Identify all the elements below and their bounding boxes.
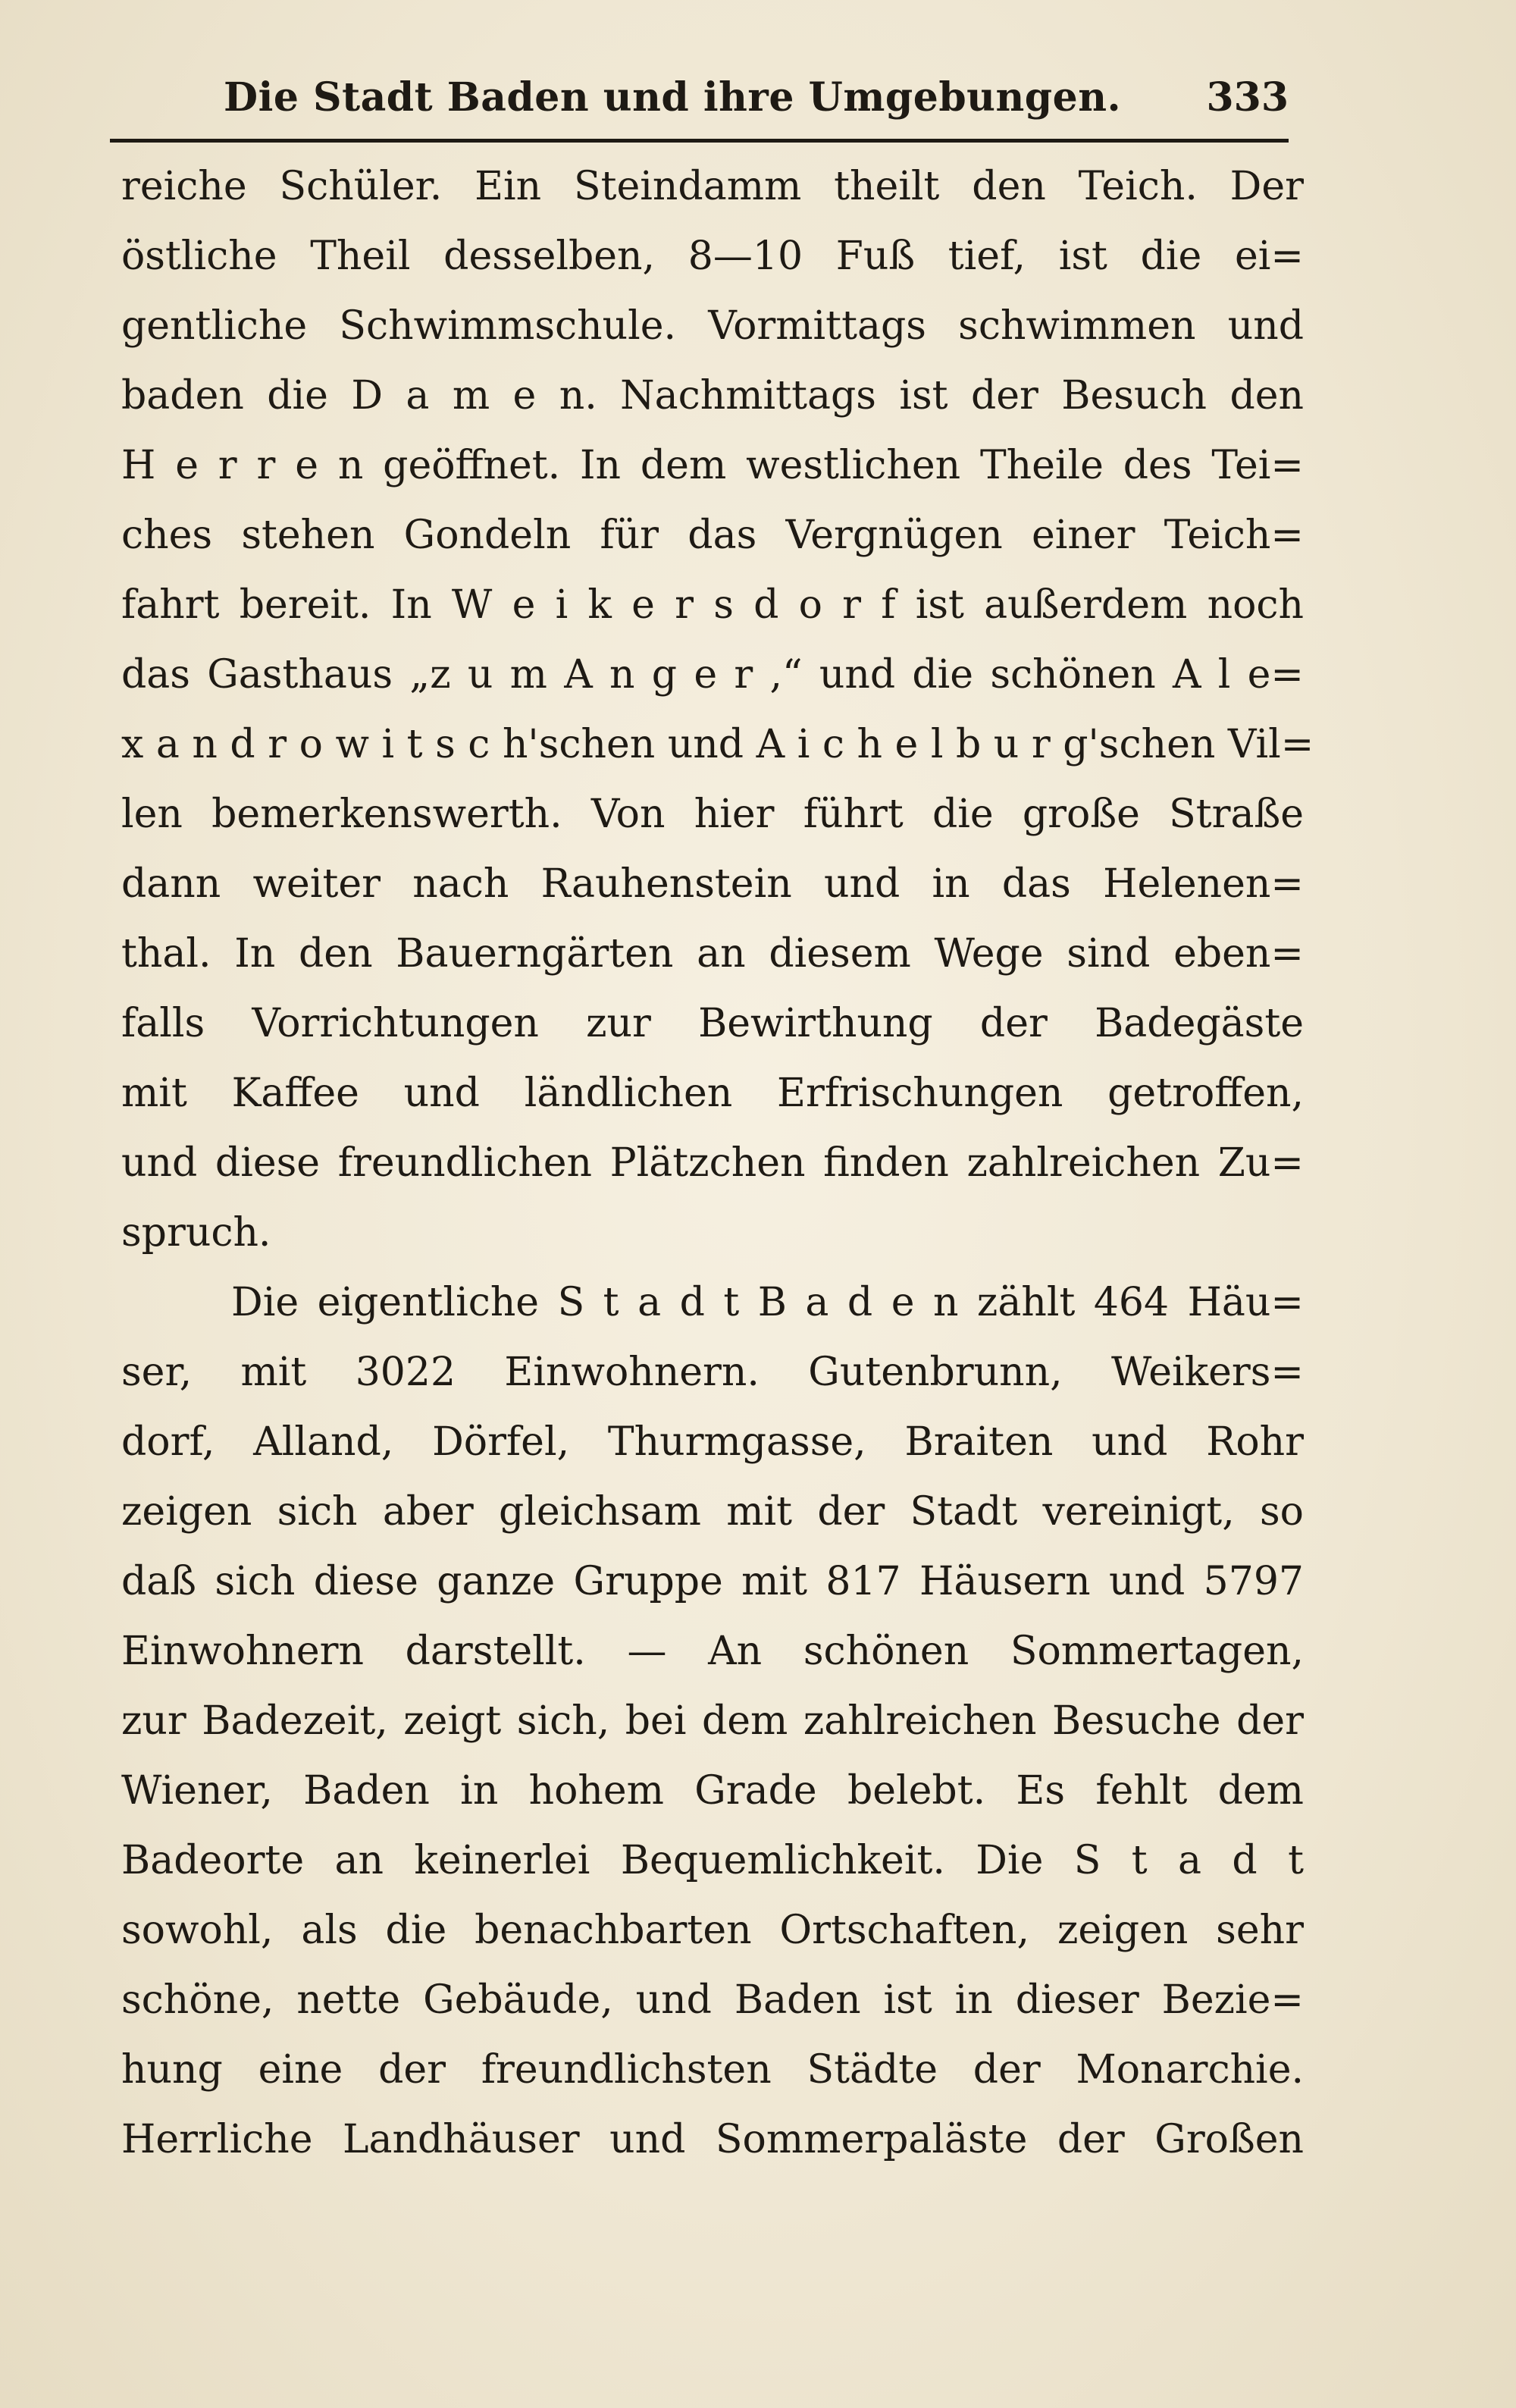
text-line: thal. In den Bauerngärten an diesem Wege sind eben= bbox=[121, 931, 1304, 977]
text-line: das Gasthaus „z u m A n g e r ,“ und die schönen A l e= bbox=[121, 652, 1304, 698]
text-line: x a n d r o w i t s c h'schen und A i c h e l b u r g'schen Vil= bbox=[121, 722, 1314, 767]
running-title: Die Stadt Baden und ihre Umgebungen. bbox=[224, 74, 1122, 121]
text-line: zur Badezeit, zeigt sich, bei dem zahlreichen Besuche der bbox=[121, 1698, 1304, 1744]
text-line: falls Vorrichtungen zur Bewirthung der Badegäste bbox=[121, 1001, 1304, 1046]
header-rule bbox=[110, 139, 1289, 143]
text-line: gentliche Schwimmschule. Vormittags schwimmen und bbox=[121, 303, 1304, 349]
text-line: sowohl, als die benachbarten Ortschaften, zeigen sehr bbox=[121, 1908, 1304, 1953]
page-header bbox=[110, 67, 1289, 127]
text-line: H e r r e n geöffnet. In dem westlichen Theile des Tei= bbox=[121, 443, 1304, 488]
text-line: schöne, nette Gebäude, und Baden ist in dieser Bezie= bbox=[121, 1977, 1304, 2023]
text-line: ser, mit 3022 Einwohnern. Gutenbrunn, Weikers= bbox=[121, 1350, 1304, 1395]
text-line: Badeorte an keinerlei Bequemlichkeit. Die S t a d t bbox=[121, 1838, 1304, 1883]
paragraph-start-line: Die eigentliche S t a d t B a d e n zählt 464 Häu= bbox=[231, 1280, 1304, 1325]
text-line: Herrliche Landhäuser und Sommerpaläste der Großen bbox=[121, 2117, 1304, 2162]
text-line: und diese freundlichen Plätzchen finden zahlreichen Zu= bbox=[121, 1140, 1304, 1186]
text-line: spruch. bbox=[121, 1210, 271, 1256]
page-number: 333 bbox=[1206, 74, 1289, 121]
text-line: Einwohnern darstellt. — An schönen Sommertagen, bbox=[121, 1629, 1304, 1674]
text-line: mit Kaffee und ländlichen Erfrischungen getroffen, bbox=[121, 1071, 1304, 1116]
text-line: dann weiter nach Rauhenstein und in das Helenen= bbox=[121, 861, 1304, 907]
text-line: reiche Schüler. Ein Steindamm theilt den Teich. Der bbox=[121, 164, 1304, 209]
text-line: hung eine der freundlichsten Städte der Monarchie. bbox=[121, 2047, 1304, 2093]
text-line: len bemerkenswerth. Von hier führt die große Straße bbox=[121, 792, 1304, 837]
text-line: baden die D a m e n. Nachmittags ist der Besuch den bbox=[121, 373, 1304, 419]
text-line: daß sich diese ganze Gruppe mit 817 Häusern und 5797 bbox=[121, 1559, 1304, 1604]
text-line: dorf, Alland, Dörfel, Thurmgasse, Braiten und Rohr bbox=[121, 1419, 1304, 1465]
text-line: Wiener, Baden in hohem Grade belebt. Es fehlt dem bbox=[121, 1768, 1304, 1814]
text-line: fahrt bereit. In W e i k e r s d o r f ist außerdem noch bbox=[121, 582, 1304, 628]
text-line: ches stehen Gondeln für das Vergnügen einer Teich= bbox=[121, 513, 1304, 558]
text-line: zeigen sich aber gleichsam mit der Stadt vereinigt, so bbox=[121, 1489, 1304, 1535]
text-line: östliche Theil desselben, 8—10 Fuß tief, ist die ei= bbox=[121, 234, 1304, 279]
